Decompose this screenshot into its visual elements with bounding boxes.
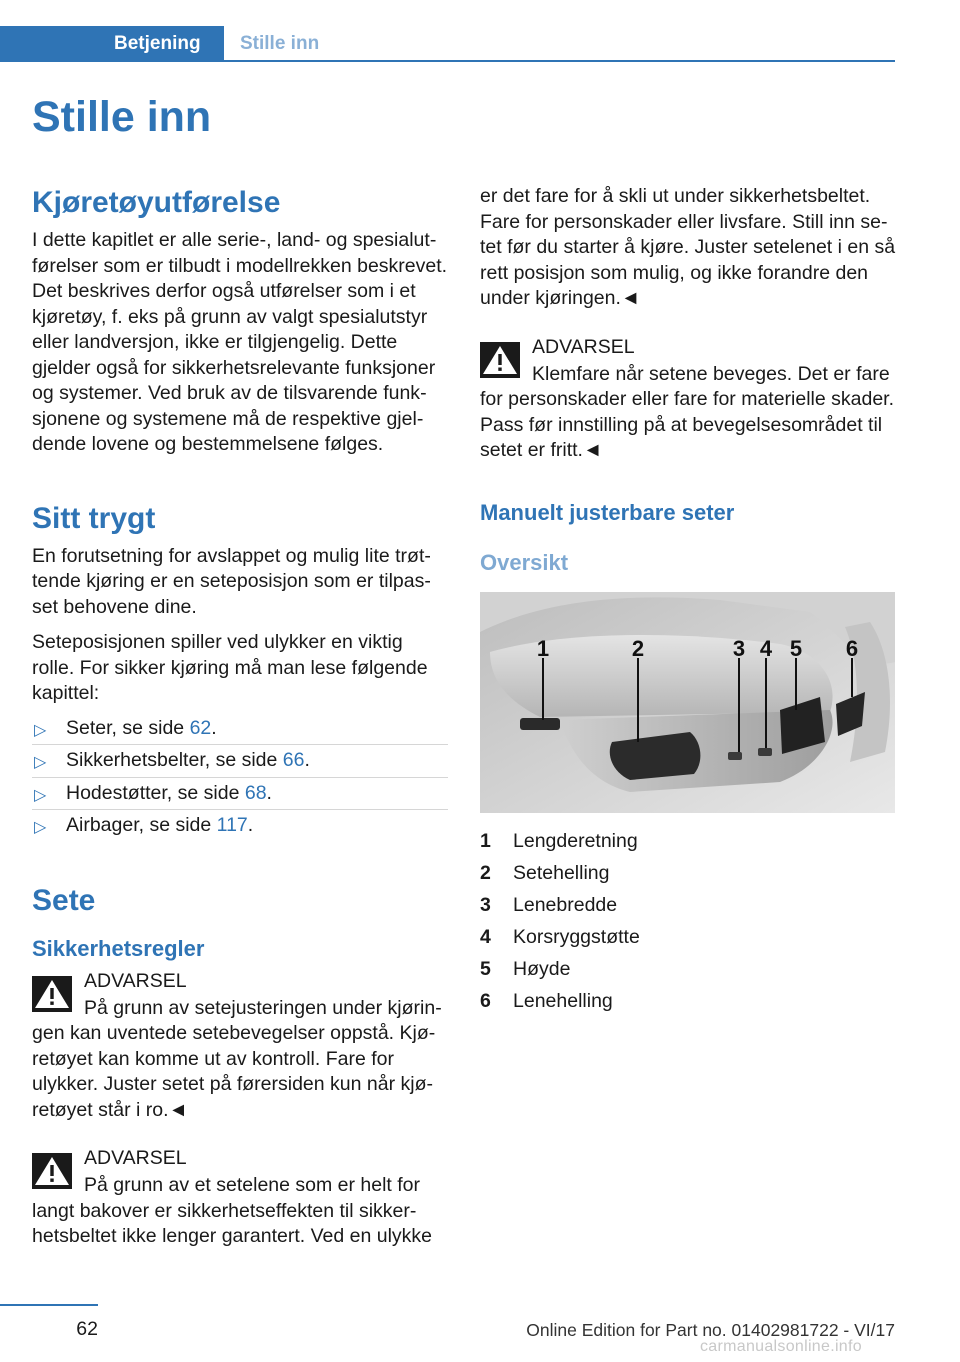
watermark: carmanualsonline.info [700, 1338, 862, 1355]
page-link[interactable]: 66 [282, 749, 305, 771]
warning-block-3 [480, 332, 896, 464]
header-tab-bar [0, 26, 895, 62]
paragraph-sitt-trygt-1: En forutsetning for avslappet og mulig lite trøttende kjøring er en seteposisjon som er tilpasset behovene dine. [32, 544, 431, 618]
figure-label-2: 2 [631, 635, 645, 661]
warning-triangle-icon [480, 342, 520, 378]
warning-text: På grunn av setejusteringen under kjøringen kan uventede setebevegelser oppstå. Kjøretøyet kan komme ut av kontroll. Fare for ulykker. Juster setet på førersiden kun når kjøretøyet står i ro.◄ [32, 996, 442, 1121]
page-link[interactable]: 68 [244, 781, 267, 804]
triangle-bullet-icon: ▷ [34, 721, 47, 739]
heading-sete: Sete [32, 883, 96, 917]
page-number: 62 [76, 1318, 98, 1340]
figure-label-1: 1 [536, 635, 550, 661]
warning-triangle-icon [32, 1153, 72, 1189]
warning-block-1 [32, 966, 448, 1124]
warning-triangle-icon [32, 976, 72, 1012]
warning-text: På grunn av et setelene som er helt for langt bakover er sikkerhetseffekten til sikkerhetsbeltet ikke lenger garantert. Ved en ulykke [32, 1174, 432, 1247]
list-item: ▷ Hodestøtter, se side 68. [32, 778, 448, 811]
figure-label-5: 5 [789, 635, 803, 661]
triangle-bullet-icon: ▷ [34, 754, 47, 771]
list-item: ▷ Sikkerhetsbelter, se side 66. [32, 745, 448, 778]
footer-rule [0, 1304, 98, 1306]
right-column [480, 184, 896, 1017]
legend-item: 1 Lengderetning [480, 829, 638, 852]
legend-item: 5 Høyde [480, 957, 571, 980]
seat-controls-figure [480, 592, 895, 813]
chapter-list [32, 713, 448, 842]
figure-legend [480, 825, 896, 1017]
header-rule [0, 60, 895, 62]
page-link[interactable]: 117 [216, 814, 248, 836]
tab-stille-inn[interactable]: Stille inn [240, 33, 320, 54]
triangle-bullet-icon: ▷ [34, 786, 47, 804]
left-column [32, 184, 448, 1250]
paragraph-kjoretoyutforelse: I dette kapitlet er alle serie-, land- og spesialutførelser som er tilbudt i modellrekken beskrevet. Det beskrives derfor også utførelser som i et kjøretøy, f. eks på grunn av valgt spesialutstyr eller landversjon, ikke er tilgjengelig. Dette gjelder også for sikkerhetsrelevante funksjoner og systemer. Ved bruk av de tilsvarende funksjonene og systemene må de respektive gjeldende lovene og bestemmelsene følges. [32, 229, 448, 455]
page-title: Stille inn [32, 93, 212, 141]
warning-block-2 [32, 1143, 448, 1250]
heading-oversikt: Oversikt [480, 549, 569, 575]
list-item: ▷ Seter, se side 62. [32, 713, 448, 746]
seat-illustration [480, 592, 895, 813]
figure-label-3: 3 [732, 635, 746, 661]
paragraph-continued: er det fare for å skli ut under sikkerhetsbeltet. Fare for personskader eller livsfare. Still inn setet før du starter å kjøre. Juster setelenet i en så rett posisjon som mulig, og ikke forandre den under kjøringen.◄ [480, 185, 896, 309]
warning-title: ADVARSEL [84, 969, 187, 992]
heading-sikkerhetsregler: Sikkerhetsregler [32, 935, 205, 961]
page-link[interactable]: 62 [189, 716, 212, 739]
triangle-bullet-icon: ▷ [34, 819, 47, 836]
warning-text: Klemfare når setene beveges. Det er fare for personskader eller fare for materielle skader. Pass før innstilling på at bevegelsesområdet til setet er fritt.◄ [480, 362, 895, 461]
legend-item: 3 Lenebredde [480, 893, 618, 916]
legend-item: 6 Lenehelling [480, 989, 613, 1012]
legend-item: 2 Setehelling [480, 861, 610, 884]
list-item: ▷ Airbager, se side 117. [32, 810, 448, 842]
heading-manuelt-justerbare-seter: Manuelt justerbare seter [480, 499, 735, 525]
figure-label-4: 4 [759, 635, 773, 661]
legend-item: 4 Korsryggstøtte [480, 925, 640, 948]
heading-sitt-trygt: Sitt trygt [32, 501, 156, 535]
warning-title: ADVARSEL [532, 335, 635, 358]
tab-betjening[interactable]: Betjening [0, 26, 224, 62]
edition-note: Online Edition for Part no. 01402981722 - VI/17 [526, 1320, 895, 1340]
paragraph-sitt-trygt-2: Seteposisjonen spiller ved ulykker en viktig rolle. For sikker kjøring må man lese følgende kapittel: [32, 631, 428, 704]
warning-title: ADVARSEL [84, 1147, 187, 1169]
figure-label-6: 6 [845, 635, 859, 661]
heading-kjoretoyutforelse: Kjøretøyutførelse [32, 186, 281, 219]
